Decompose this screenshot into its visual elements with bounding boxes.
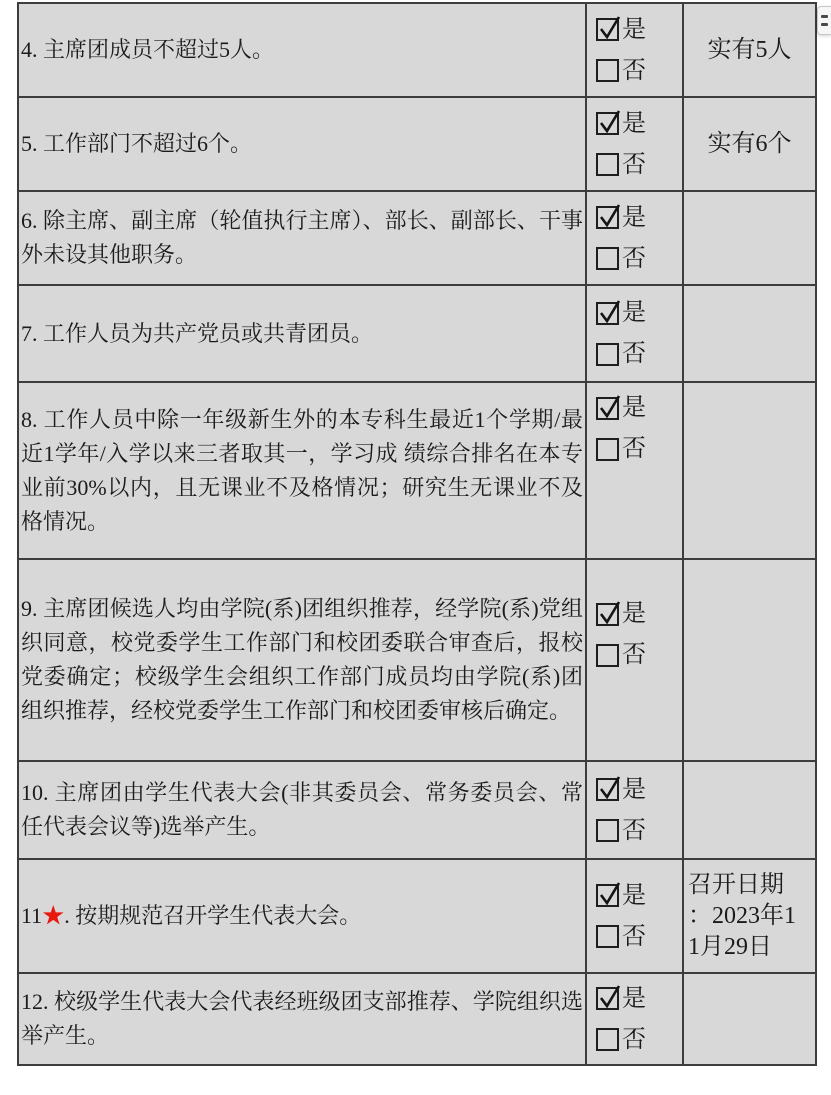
remark-cell xyxy=(684,560,815,760)
yes-checkbox-checked[interactable] xyxy=(596,206,619,229)
item-text-cell xyxy=(19,98,587,190)
no-checkbox-unchecked[interactable] xyxy=(596,247,619,270)
check-icon xyxy=(597,881,621,908)
item-text: 6. 除主席、副主席（轮值执行主席）、部长、副部长、干事外未设其他职务。 xyxy=(21,208,583,267)
yes-checkbox-checked[interactable] xyxy=(596,884,619,907)
star-icon: ★ xyxy=(42,903,65,928)
item-text: 10. 主席团由学生代表大会(非其委员会、常务委员会、常任代表会议等)选举产生。 xyxy=(21,780,583,839)
checklist-row-10 xyxy=(19,760,815,858)
yes-label: 是 xyxy=(622,601,646,627)
remark-text: 召开日期：2023年11月29日 xyxy=(688,871,796,960)
yes-checkbox-checked[interactable] xyxy=(596,603,619,626)
no-label: 否 xyxy=(622,1026,646,1053)
yes-checkbox-checked[interactable] xyxy=(596,112,619,135)
item-text-cell xyxy=(19,974,587,1064)
no-option[interactable] xyxy=(596,819,646,843)
no-checkbox-unchecked[interactable] xyxy=(596,1028,619,1051)
item-text: 4. 主席团成员不超过5人。 xyxy=(21,37,275,62)
widget-dash-icon xyxy=(821,15,828,18)
item-text-cell xyxy=(19,860,587,972)
no-checkbox-unchecked[interactable] xyxy=(596,153,619,176)
checkbox-cell xyxy=(587,286,684,381)
remark-text: 实有6个 xyxy=(707,130,792,157)
check-icon xyxy=(597,109,621,136)
no-label: 否 xyxy=(622,817,646,844)
yes-option[interactable] xyxy=(596,602,646,626)
yes-option[interactable] xyxy=(596,301,646,325)
no-label: 否 xyxy=(622,151,646,178)
checklist-row-5 xyxy=(19,96,815,190)
item-text: 9. 主席团候选人均由学院(系)团组织推荐，经学院(系)党组织同意，校党委学生工作部门和校团委联合审查后，报校党委确定；校级学生会组织工作部门成员均由学院(系)团组织推荐，经校党委学生工作部门和校团委审核后确定。 xyxy=(21,596,583,723)
item-number-prefix: 11 xyxy=(21,903,43,928)
no-option[interactable] xyxy=(596,59,646,83)
no-checkbox-unchecked[interactable] xyxy=(596,438,619,461)
remark-cell xyxy=(684,192,815,284)
yes-option[interactable] xyxy=(596,778,646,802)
no-option[interactable] xyxy=(596,925,646,949)
yes-label: 是 xyxy=(622,204,646,231)
item-text: 7. 工作人员为共产党员或共青团员。 xyxy=(21,320,374,346)
check-icon xyxy=(597,984,621,1011)
yes-label: 是 xyxy=(622,776,646,803)
yes-label: 是 xyxy=(622,882,646,909)
remark-cell xyxy=(684,383,815,558)
checkbox-cell xyxy=(587,4,684,96)
checkbox-cell xyxy=(587,192,684,284)
no-option[interactable] xyxy=(596,153,646,177)
yes-checkbox-checked[interactable] xyxy=(596,778,619,801)
no-label: 否 xyxy=(622,57,646,84)
check-icon xyxy=(597,775,621,802)
checklist-row-11 xyxy=(19,858,815,972)
no-checkbox-unchecked[interactable] xyxy=(596,59,619,82)
no-option[interactable] xyxy=(596,1028,646,1052)
checklist-row-8 xyxy=(19,381,815,558)
item-text: . 按期规范召开学生代表大会。 xyxy=(64,903,362,928)
yes-label: 是 xyxy=(622,300,646,326)
checkbox-cell xyxy=(587,98,684,190)
check-icon xyxy=(597,394,621,421)
remark-cell xyxy=(684,98,815,190)
check-icon xyxy=(597,600,621,627)
yes-label: 是 xyxy=(622,110,646,137)
remark-cell xyxy=(684,4,815,96)
floating-extension-button[interactable] xyxy=(817,6,831,35)
yes-label: 是 xyxy=(622,395,646,421)
no-checkbox-unchecked[interactable] xyxy=(596,343,619,366)
remark-cell xyxy=(684,974,815,1064)
checkbox-cell xyxy=(587,974,684,1064)
yes-option[interactable] xyxy=(596,206,646,230)
item-text: 5. 工作部门不超过6个。 xyxy=(21,131,253,156)
check-icon xyxy=(597,203,621,230)
check-icon xyxy=(597,15,621,42)
checklist-row-6 xyxy=(19,190,815,284)
yes-option[interactable] xyxy=(596,112,646,136)
yes-checkbox-checked[interactable] xyxy=(596,18,619,41)
no-label: 否 xyxy=(622,923,646,950)
item-text: 8. 工作人员中除一年级新生外的本专科生最近1个学期/最近1学年/入学以来三者取其一，学习成 绩综合排名在本专业前30%以内，且无课业不及格情况；研究生无课业不及格情况。 xyxy=(21,406,583,534)
item-text-cell xyxy=(19,286,587,381)
remark-text: 实有5人 xyxy=(707,36,792,63)
no-label: 否 xyxy=(622,341,646,367)
no-checkbox-unchecked[interactable] xyxy=(596,925,619,948)
no-checkbox-unchecked[interactable] xyxy=(596,644,619,667)
item-text-cell xyxy=(19,192,587,284)
checkbox-cell xyxy=(587,762,684,858)
no-option[interactable] xyxy=(596,247,646,271)
item-text-cell xyxy=(19,560,587,760)
no-label: 否 xyxy=(622,245,646,272)
no-label: 否 xyxy=(622,642,646,668)
yes-option[interactable] xyxy=(596,18,646,42)
check-icon xyxy=(597,299,621,326)
yes-label: 是 xyxy=(622,985,646,1012)
remark-cell xyxy=(684,286,815,381)
no-option[interactable] xyxy=(596,643,646,667)
yes-option[interactable] xyxy=(596,987,646,1011)
checkbox-cell xyxy=(587,383,684,558)
item-text: 12. 校级学生代表大会代表经班级团支部推荐、学院组织选举产生。 xyxy=(21,989,583,1048)
no-option[interactable] xyxy=(596,342,646,366)
no-option[interactable] xyxy=(596,437,646,461)
yes-option[interactable] xyxy=(596,884,646,908)
no-label: 否 xyxy=(622,436,646,462)
yes-checkbox-checked[interactable] xyxy=(596,302,619,325)
item-text-cell xyxy=(19,762,587,858)
yes-checkbox-checked[interactable] xyxy=(596,397,619,420)
item-text-cell xyxy=(19,4,587,96)
checklist-table xyxy=(17,2,817,1066)
checklist-row-4 xyxy=(19,4,815,96)
widget-dash-icon xyxy=(821,23,828,26)
remark-cell xyxy=(684,762,815,858)
checkbox-cell xyxy=(587,860,684,972)
checklist-row-7 xyxy=(19,284,815,381)
yes-option[interactable] xyxy=(596,396,646,420)
checklist-row-12 xyxy=(19,972,815,1064)
yes-checkbox-checked[interactable] xyxy=(596,987,619,1010)
remark-cell xyxy=(684,860,815,972)
item-text-cell xyxy=(19,383,587,558)
no-checkbox-unchecked[interactable] xyxy=(596,819,619,842)
yes-label: 是 xyxy=(622,16,646,43)
checklist-row-9 xyxy=(19,558,815,760)
checkbox-cell xyxy=(587,560,684,760)
